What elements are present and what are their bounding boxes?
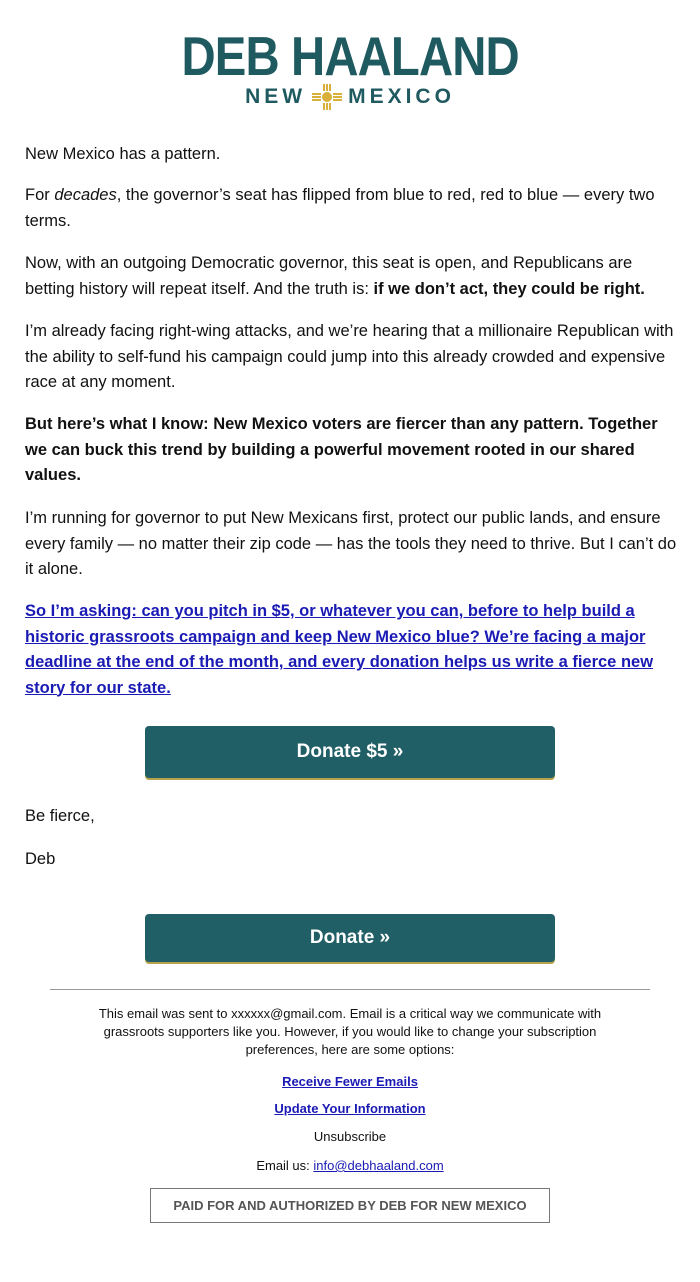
email-us-line <box>70 1157 630 1175</box>
footer-message: This email was sent to xxxxxx@gmail.com. Email is a critical way we communicate with grassroots supporters like you. However, if you would like to change your subscription preferences, here are some options: <box>98 1006 602 1057</box>
update-information-link[interactable]: Update Your Information <box>274 1101 426 1116</box>
paragraph-open-seat <box>25 251 677 302</box>
paragraph-fiercer-text: But here’s what I know: New Mexico voters are fiercer than any pattern. Together we can buck this trend by building a powerful movement rooted in our shared values. <box>25 415 658 484</box>
paragraph-fiercer <box>25 412 677 489</box>
paragraph-attacks-text: I’m already facing right-wing attacks, and we’re hearing that a millionaire Republican with the ability to self-fund his campaign could jump into this already crowded and expensive race at any moment. <box>25 322 674 391</box>
paid-for-disclaimer: PAID FOR AND AUTHORIZED BY DEB FOR NEW MEXICO <box>150 1188 550 1223</box>
signoff <box>25 804 677 830</box>
logo-right-word: MEXICO <box>348 85 455 108</box>
email-us-label: Email us: <box>256 1158 314 1173</box>
paragraph-attacks <box>25 319 677 396</box>
receive-fewer-emails-link[interactable]: Receive Fewer Emails <box>282 1074 418 1089</box>
paragraph-ask <box>25 599 677 701</box>
unsubscribe-text: Unsubscribe <box>313 1129 387 1144</box>
paragraph-ask-wrap <box>25 599 677 701</box>
donate-button[interactable]: Donate » <box>145 914 555 962</box>
footer-divider <box>50 989 650 990</box>
p3-part-a: Now, with an outgoing Democratic governor, this seat is open, and Republicans are betting history will repeat itself. And the truth is: <box>25 254 633 298</box>
email-us-link[interactable]: info@debhaaland.com <box>313 1158 444 1173</box>
paragraph-pattern-text <box>25 183 677 234</box>
p2-part-a: For <box>25 186 55 204</box>
signature <box>25 847 677 873</box>
paragraph-intro-text: New Mexico has a pattern. <box>25 145 221 163</box>
campaign-logo <box>0 26 700 110</box>
signature-text: Deb <box>25 850 56 868</box>
zia-sun-icon <box>310 84 344 110</box>
update-information-wrap <box>70 1100 630 1118</box>
signoff-text: Be fierce, <box>25 807 95 825</box>
p2-emphasis: decades <box>54 186 117 204</box>
donate-5-button[interactable]: Donate $5 » <box>145 726 555 778</box>
paragraph-running <box>25 506 677 583</box>
p2-part-b: , the governor’s seat has flipped from blue to red, red to blue — every two terms. <box>25 186 655 230</box>
ask-link[interactable]: So I’m asking: can you pitch in $5, or whatever you can, before to help build a historic grassroots campaign and keep New Mexico blue? We’re facing a major deadline at the end of the month, and every donation helps us write a fierce new story for our state. <box>25 602 654 697</box>
p3-strong: if we don’t act, they could be right. <box>373 279 645 298</box>
paragraph-intro <box>25 142 677 168</box>
paragraph-open-seat-text <box>25 251 677 302</box>
receive-fewer-emails-wrap <box>70 1073 630 1091</box>
paragraph-running-text: I’m running for governor to put New Mexicans first, protect our public lands, and ensure every family — no matter their zip code — has the tools they need to thrive. But I can’t do it alone. <box>25 509 677 578</box>
logo-subtitle <box>0 84 700 110</box>
logo-left-word: NEW <box>245 85 307 108</box>
paragraph-pattern <box>25 183 677 234</box>
logo-name: DEB HAALAND <box>181 25 519 87</box>
